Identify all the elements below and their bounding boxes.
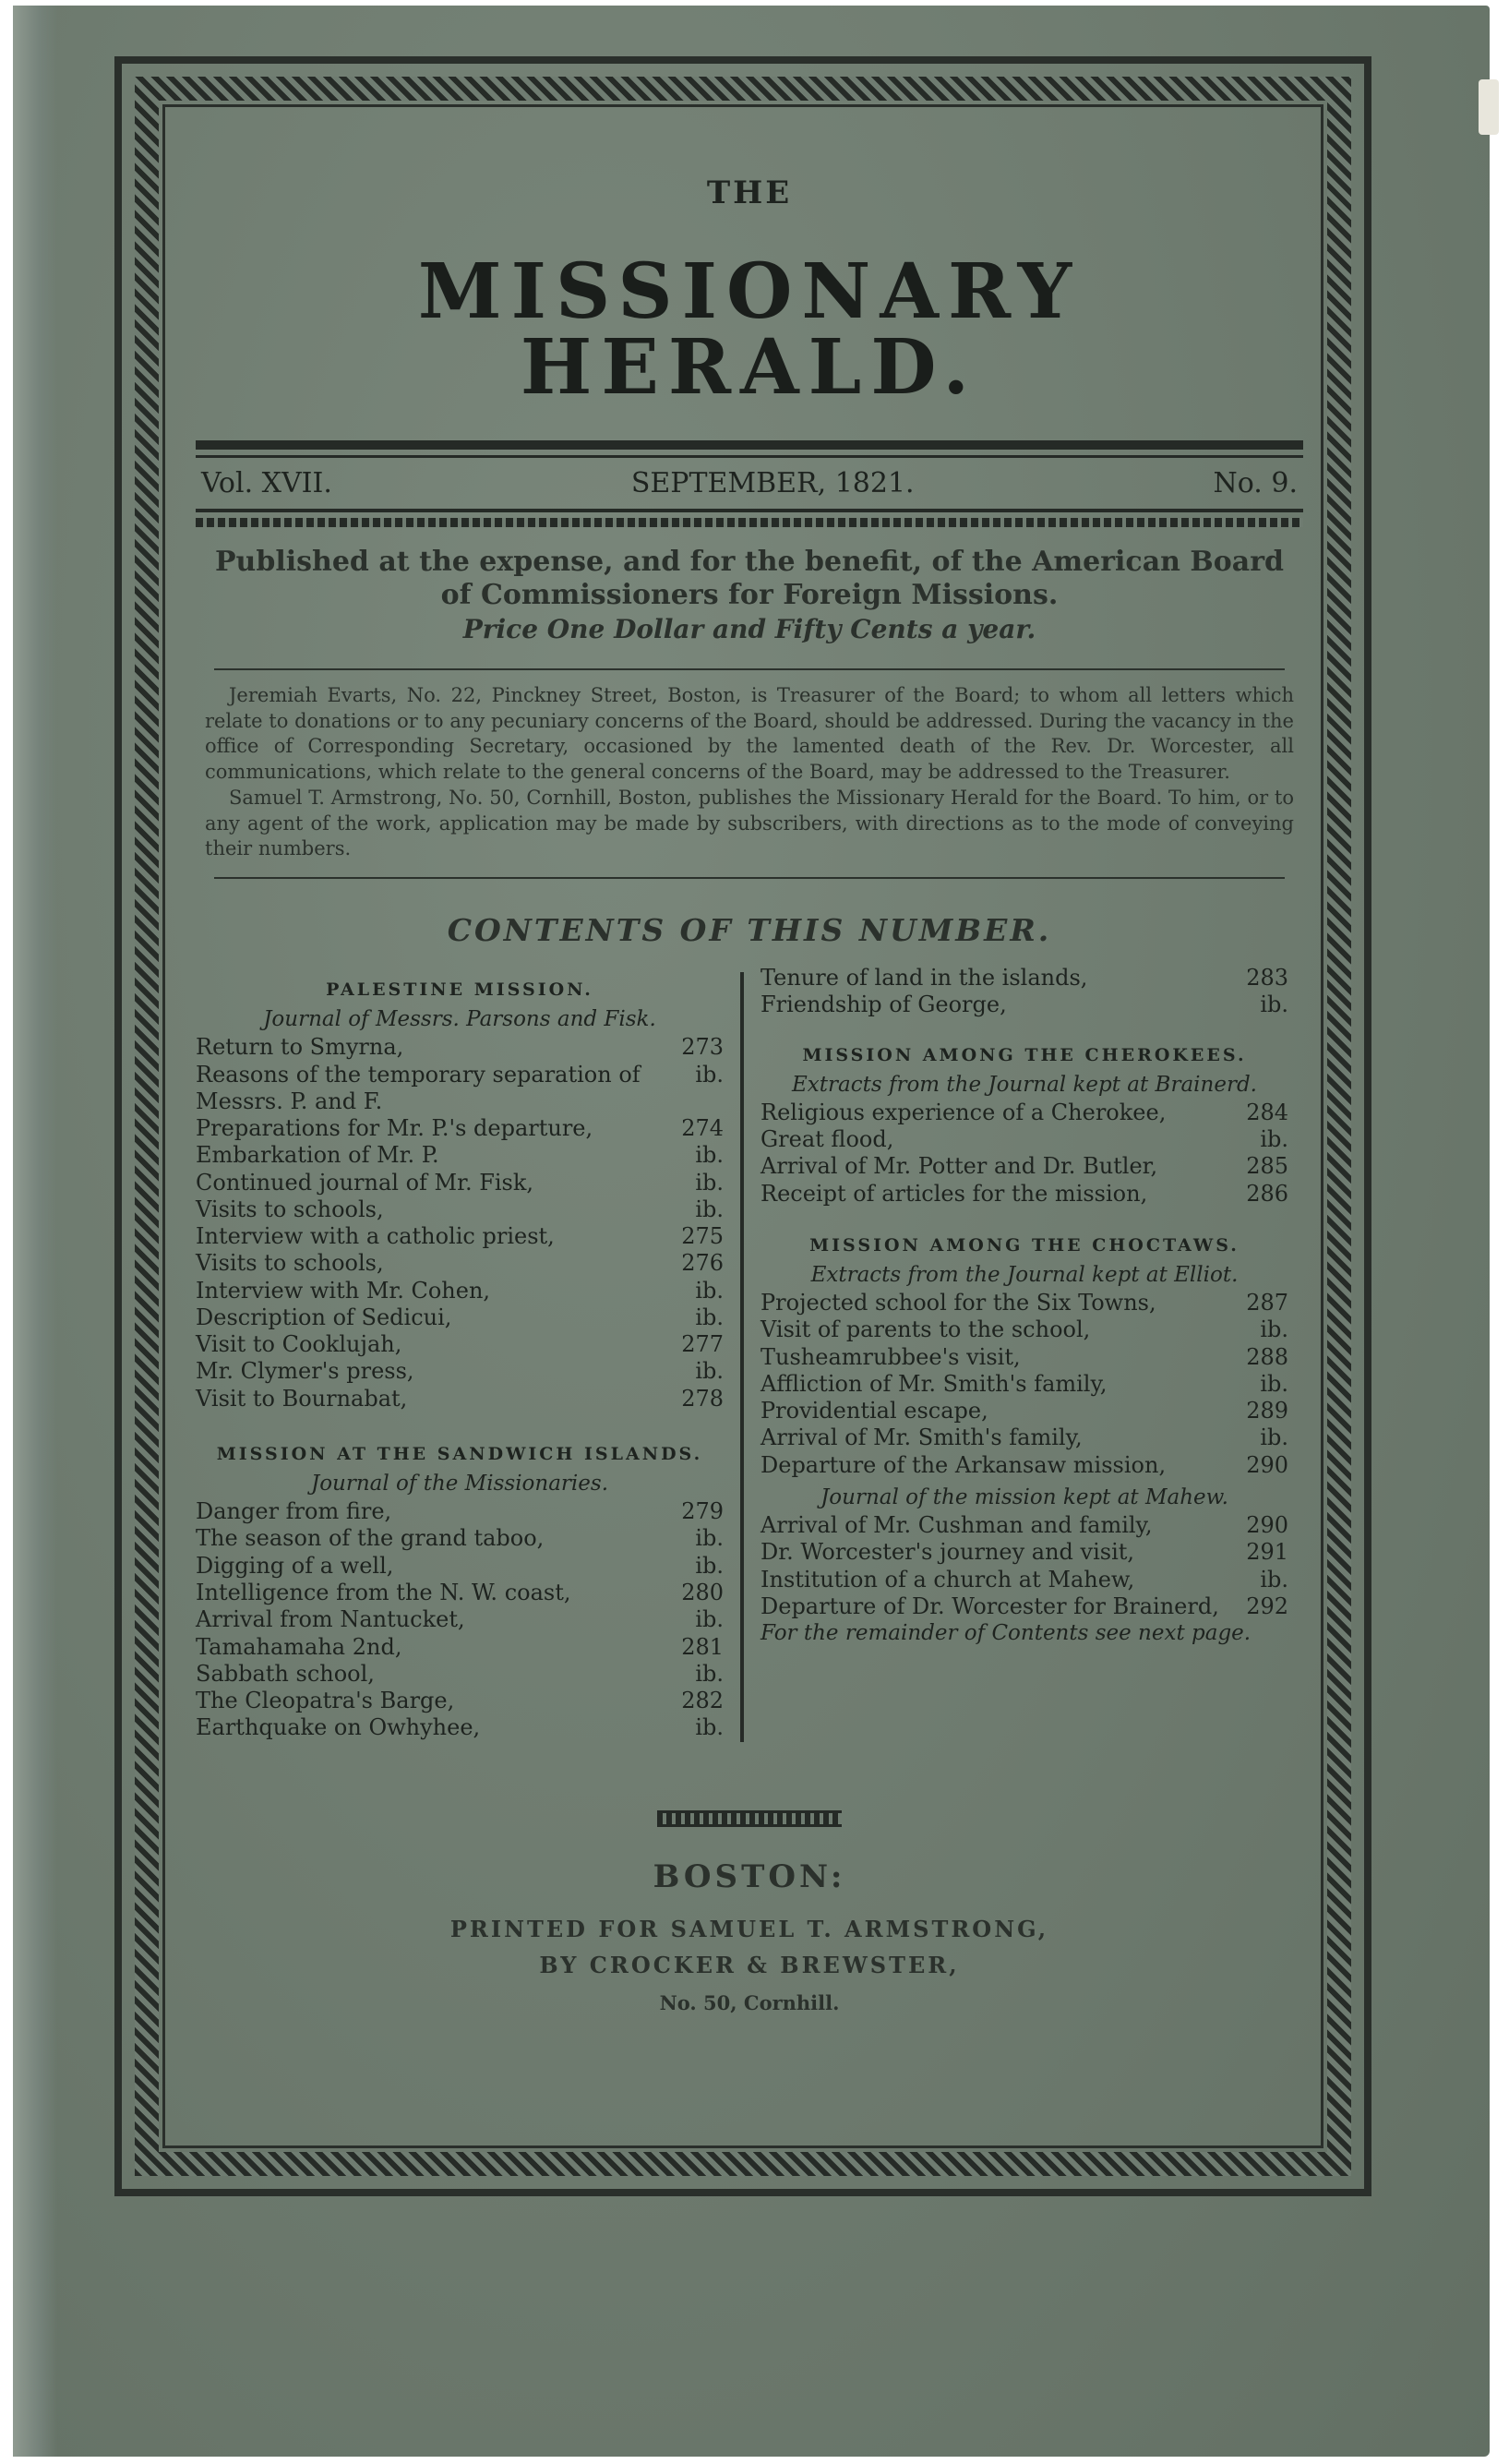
- entry-page: ib.: [695, 1525, 724, 1552]
- entry-title: Return to Smyrna,: [196, 1034, 404, 1061]
- entry-title: The season of the grand taboo,: [196, 1525, 545, 1552]
- dateline: [196, 467, 1303, 499]
- entry-page: 283: [1246, 965, 1288, 992]
- rule: [196, 509, 1303, 512]
- contents-entry: [760, 1126, 1288, 1153]
- contents-entry: [196, 1250, 724, 1277]
- contents-list: [196, 1498, 724, 1741]
- contents-entry: [196, 1358, 724, 1385]
- imprint-printer: PRINTED FOR SAMUEL T. ARMSTRONG,: [449, 1915, 1049, 1942]
- entry-title: Affliction of Mr. Smith's family,: [760, 1370, 1108, 1397]
- volume-label: Vol. XVII.: [201, 467, 332, 499]
- ornamental-rule: [657, 1810, 842, 1827]
- notice-paragraph: Samuel T. Armstrong, No. 50, Cornhill, Boston, publishes the Missionary Herald for the Board. To him, or to any agent of the work, application may be made by subscribers, with directions as to the mode of conveying their numbers.: [205, 786, 1294, 860]
- entry-page: ib.: [1260, 992, 1288, 1018]
- entry-page: ib.: [695, 1304, 724, 1330]
- contents-entry: [196, 1034, 724, 1061]
- contents-entry: [760, 1153, 1288, 1180]
- entry-title: Visits to schools,: [196, 1196, 384, 1222]
- entry-page: ib.: [695, 1606, 724, 1633]
- contents-entry: [196, 1142, 724, 1169]
- contents-entry: [760, 965, 1288, 992]
- entry-title: Intelligence from the N. W. coast,: [196, 1579, 571, 1605]
- section-heading: PALESTINE MISSION.: [326, 980, 593, 1001]
- entry-page: ib.: [695, 1714, 724, 1741]
- title-article: THE: [706, 174, 793, 211]
- masthead-title: MISSIONARY HERALD.: [417, 247, 1082, 412]
- contents-entry: [196, 1278, 724, 1304]
- entry-title: Friendship of George,: [760, 992, 1007, 1018]
- section-heading: MISSION AT THE SANDWICH ISLANDS.: [216, 1443, 703, 1464]
- entry-page: 292: [1246, 1593, 1288, 1619]
- divider: [214, 668, 1285, 670]
- imprint-city: BOSTON:: [653, 1857, 846, 1895]
- entry-page: 286: [1246, 1180, 1288, 1207]
- notice-paragraph: Jeremiah Evarts, No. 22, Pinckney Street, Boston, is Treasurer of the Board; to whom all letters which relate to donations or to any pecuniary concerns of the Board, should be addressed. During the vacancy in the office of Corresponding Secretary, occasioned by the lamented death of the Rev. Dr. Worcester, all communications, which relate to the general concerns of the Board, may be addressed to the Treasurer.: [205, 684, 1294, 784]
- contents-entry: [196, 1688, 724, 1714]
- contents-entry: [196, 1525, 724, 1552]
- contents-entry: [196, 1223, 724, 1250]
- entry-page: 290: [1246, 1451, 1288, 1478]
- contents-columns: [196, 965, 1303, 1742]
- imprint: [196, 1858, 1303, 2014]
- imprint-publisher: BY CROCKER & BREWSTER,: [539, 1951, 960, 1978]
- entry-page: 282: [681, 1688, 724, 1714]
- entry-title: Interview with Mr. Cohen,: [196, 1277, 491, 1304]
- entry-page: 288: [1246, 1343, 1288, 1370]
- entry-title: Institution of a church at Mahew,: [760, 1566, 1135, 1593]
- contents-list: [760, 1100, 1288, 1208]
- issue-date: SEPTEMBER, 1821.: [630, 467, 915, 499]
- entry-title: Digging of a well,: [196, 1552, 394, 1579]
- entry-page: ib.: [695, 1169, 724, 1196]
- contents-entry: [760, 1593, 1288, 1620]
- contents-entry: [760, 1290, 1288, 1316]
- contents-entry: [760, 992, 1288, 1018]
- journal-subheading: Journal of Messrs. Parsons and Fisk.: [263, 1007, 656, 1032]
- entry-page: ib.: [1260, 1370, 1288, 1397]
- entry-page: 289: [1246, 1398, 1288, 1424]
- imprint-address: No. 50, Cornhill.: [659, 1990, 840, 2014]
- entry-page: 275: [681, 1223, 724, 1250]
- contents-entry: [760, 1424, 1288, 1451]
- entry-title: Departure of the Arkansaw mission,: [760, 1451, 1167, 1478]
- entry-page: ib.: [1260, 1126, 1288, 1153]
- torn-edge: [1479, 79, 1499, 135]
- rule: [196, 440, 1303, 450]
- entry-page: ib.: [1260, 1316, 1288, 1343]
- journal-subheading: Extracts from the Journal kept at Brainerd.: [792, 1072, 1257, 1097]
- entry-page: 276: [681, 1250, 724, 1277]
- journal-subheading: Journal of the Missionaries.: [310, 1472, 609, 1496]
- entry-title: Interview with a catholic priest,: [196, 1223, 555, 1250]
- contents-list: [760, 1290, 1288, 1479]
- cover-content: [196, 119, 1303, 2014]
- entry-page: ib.: [695, 1061, 724, 1088]
- contents-entry: [760, 1181, 1288, 1208]
- entry-title: Tamahamaha 2nd,: [196, 1633, 402, 1660]
- entry-page: ib.: [695, 1142, 724, 1169]
- issue-number: No. 9.: [1213, 467, 1298, 499]
- entry-title: Providential escape,: [760, 1398, 988, 1424]
- entry-title: The Cleopatra's Barge,: [196, 1688, 455, 1714]
- journal-subheading: Journal of the mission kept at Mahew.: [820, 1484, 1228, 1509]
- entry-page: ib.: [1260, 1424, 1288, 1451]
- entry-page: ib.: [695, 1277, 724, 1304]
- continuation-note: For the remainder of Contents see next page.: [760, 1621, 1252, 1646]
- greek-key-border: [114, 56, 1371, 2196]
- entry-page: 284: [1246, 1099, 1288, 1125]
- entry-page: ib.: [695, 1660, 724, 1687]
- section-heading: MISSION AMONG THE CHEROKEES.: [802, 1044, 1247, 1065]
- rule: [196, 518, 1303, 527]
- contents-entry: [196, 1714, 724, 1741]
- contents-entry: [196, 1062, 724, 1116]
- entry-title: Continued journal of Mr. Fisk,: [196, 1169, 534, 1196]
- entry-page: 281: [681, 1633, 724, 1660]
- entry-title: Earthquake on Owhyhee,: [196, 1714, 481, 1741]
- contents-entry: [196, 1304, 724, 1331]
- entry-title: Arrival of Mr. Potter and Dr. Butler,: [760, 1153, 1158, 1180]
- entry-title: Great flood,: [760, 1126, 894, 1153]
- entry-page: ib.: [1260, 1566, 1288, 1593]
- entry-page: ib.: [695, 1196, 724, 1222]
- contents-entry: [760, 1371, 1288, 1398]
- contents-entry: [196, 1170, 724, 1196]
- entry-title: Preparations for Mr. P.'s departure,: [196, 1115, 593, 1142]
- entry-title: Visit to Cooklujah,: [196, 1331, 402, 1358]
- rule: [196, 455, 1303, 458]
- entry-page: 279: [681, 1498, 724, 1525]
- publication-statement: Published at the expense, and for the benefit, of the American Board of Commissioners for Foreign Missions.: [215, 546, 1284, 611]
- entry-title: Tusheamrubbee's visit,: [760, 1343, 1021, 1370]
- entry-title: Sabbath school,: [196, 1660, 375, 1687]
- entry-title: Arrival of Mr. Smith's family,: [760, 1424, 1083, 1451]
- entry-title: Visits to schools,: [196, 1250, 384, 1277]
- entry-title: Danger from fire,: [196, 1498, 392, 1525]
- contents-entry: [196, 1634, 724, 1661]
- entry-title: Arrival from Nantucket,: [196, 1606, 465, 1633]
- entry-title: Projected school for the Six Towns,: [760, 1290, 1156, 1316]
- contents-entry: [760, 1398, 1288, 1424]
- entry-page: 291: [1246, 1539, 1288, 1566]
- contents-title: CONTENTS OF THIS NUMBER.: [447, 912, 1052, 949]
- entry-title: Receipt of articles for the mission,: [760, 1180, 1148, 1207]
- contents-entry: [196, 1386, 724, 1412]
- section-heading: MISSION AMONG THE CHOCTAWS.: [809, 1234, 1240, 1256]
- entry-page: 287: [1246, 1290, 1288, 1316]
- subscription-price: Price One Dollar and Fifty Cents a year.: [462, 614, 1036, 644]
- contents-entry: [196, 1115, 724, 1142]
- contents-entry: [196, 1661, 724, 1688]
- journal-subheading: Extracts from the Journal kept at Elliot.: [810, 1263, 1239, 1288]
- contents-entry: [196, 1606, 724, 1633]
- contents-entry: [760, 1100, 1288, 1126]
- contents-entry: [760, 1316, 1288, 1343]
- contents-entry: [196, 1580, 724, 1606]
- entry-page: 273: [681, 1034, 724, 1061]
- contents-entry: [760, 1539, 1288, 1566]
- entry-page: 285: [1246, 1153, 1288, 1180]
- divider: [214, 877, 1285, 879]
- contents-left-column: [196, 965, 740, 1742]
- contents-entry: [760, 1452, 1288, 1479]
- contents-entry: [196, 1196, 724, 1223]
- entry-title: Visit of parents to the school,: [760, 1316, 1091, 1343]
- entry-page: 277: [681, 1331, 724, 1358]
- spine: [13, 6, 57, 2457]
- entry-page: 280: [681, 1579, 724, 1605]
- entry-title: Visit to Bournabat,: [196, 1385, 408, 1412]
- entry-title: Religious experience of a Cherokee,: [760, 1099, 1167, 1125]
- entry-title: Description of Sedicui,: [196, 1304, 452, 1330]
- entry-title: Departure of Dr. Worcester for Brainerd,: [760, 1593, 1219, 1619]
- entry-title: Dr. Worcester's journey and visit,: [760, 1539, 1135, 1566]
- entry-title: Arrival of Mr. Cushman and family,: [760, 1511, 1153, 1538]
- contents-entry: [760, 1567, 1288, 1593]
- magazine-cover: [13, 6, 1490, 2457]
- contents-entry: [196, 1331, 724, 1358]
- contents-list: [760, 1512, 1288, 1620]
- contents-entry: [760, 1512, 1288, 1539]
- contents-right-column: [744, 965, 1288, 1742]
- entry-title: Tenure of land in the islands,: [760, 965, 1088, 992]
- entry-page: ib.: [695, 1552, 724, 1579]
- treasurer-notice: [196, 683, 1303, 862]
- entry-page: 290: [1246, 1511, 1288, 1538]
- contents-entry: [196, 1553, 724, 1580]
- contents-entry: [760, 1344, 1288, 1371]
- contents-entry: [196, 1498, 724, 1525]
- contents-list: [196, 1034, 724, 1412]
- entry-page: ib.: [695, 1358, 724, 1385]
- contents-list: [760, 965, 1288, 1019]
- entry-title: Reasons of the temporary separation of Messrs. P. and F.: [196, 1061, 641, 1114]
- entry-title: Embarkation of Mr. P.: [196, 1142, 439, 1169]
- entry-page: 274: [681, 1115, 724, 1142]
- entry-title: Mr. Clymer's press,: [196, 1358, 414, 1385]
- entry-page: 278: [681, 1385, 724, 1412]
